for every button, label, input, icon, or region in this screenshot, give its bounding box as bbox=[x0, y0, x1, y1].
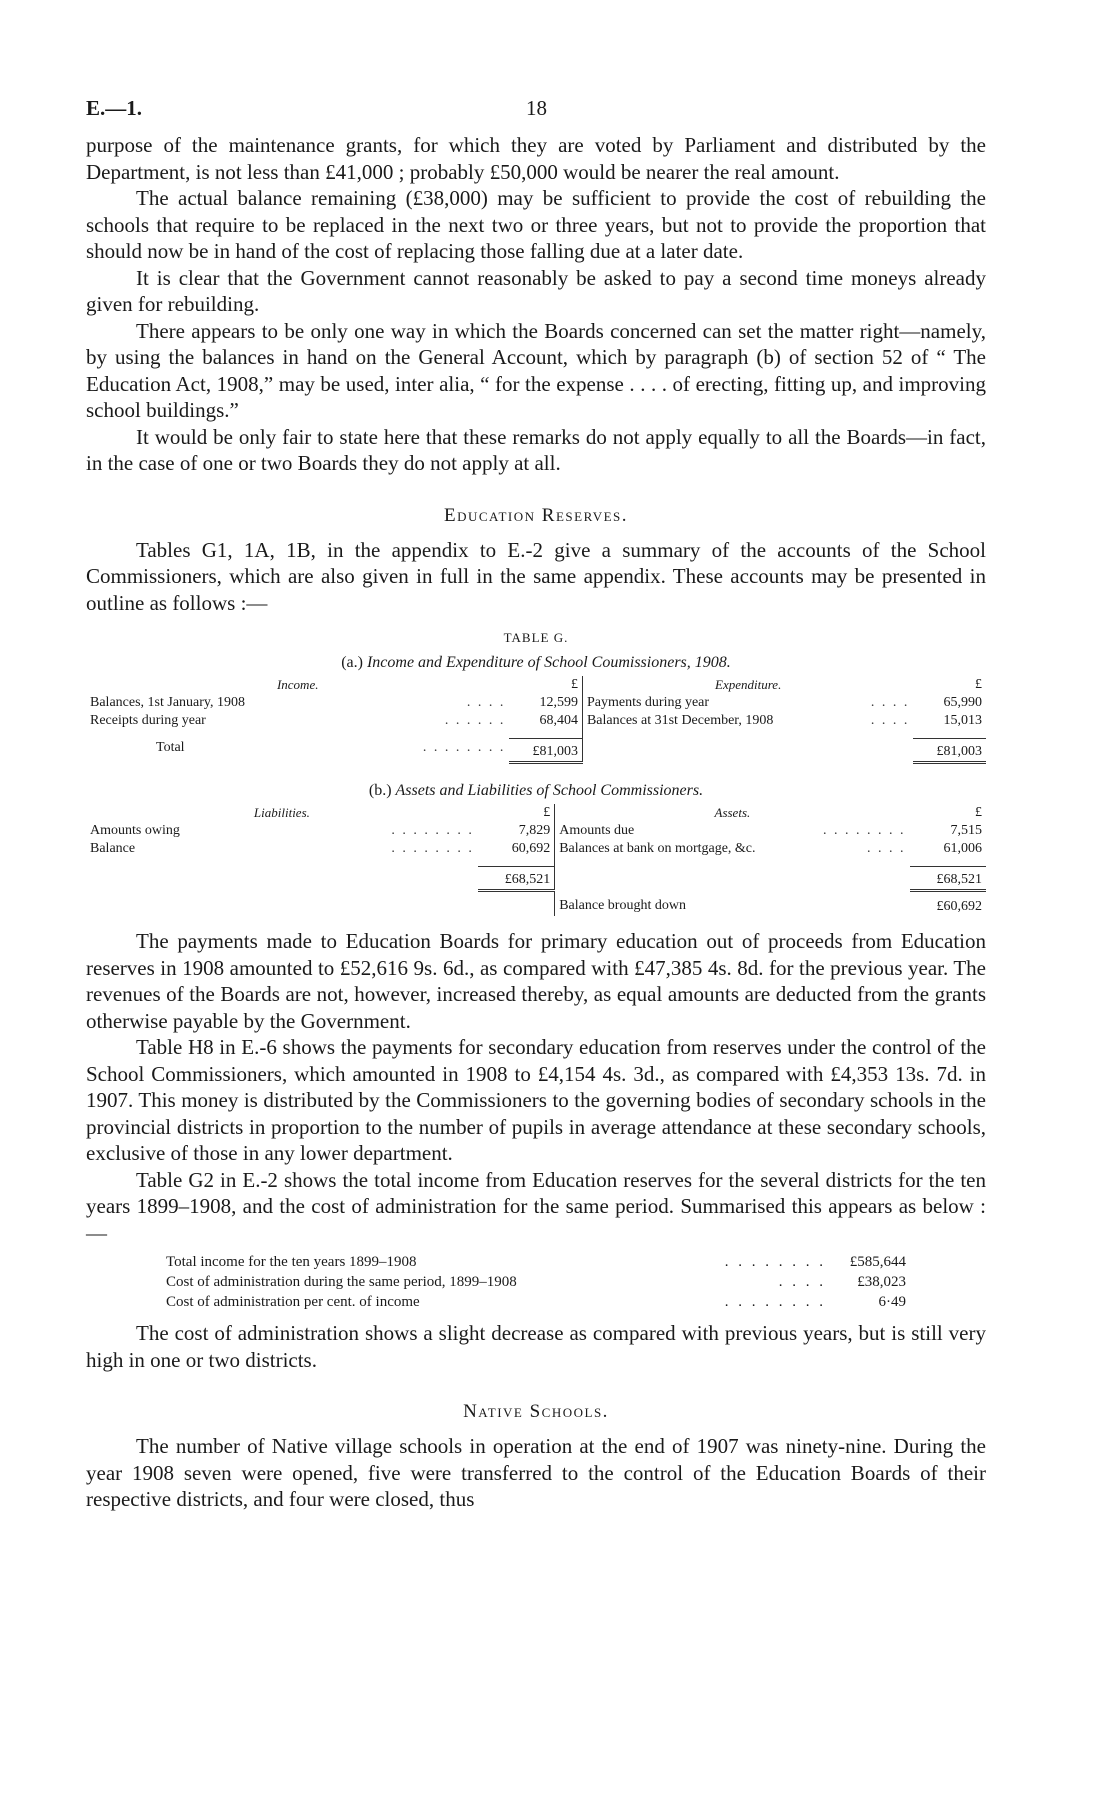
table-row bbox=[86, 891, 986, 917]
table-a-right-label-0: Payments during year bbox=[586, 695, 710, 710]
table-b-right-amount-1: 61,006 bbox=[943, 841, 982, 856]
table-b-right-head: Assets. bbox=[714, 805, 751, 820]
leader-dots: . . . . bbox=[870, 713, 910, 728]
table-a-title-text: Income and Expenditure of School Coumissioners, 1908. bbox=[366, 654, 731, 671]
leader-dots: . . . . . . . . bbox=[724, 1254, 826, 1270]
table-b-right-total: £68,521 bbox=[910, 867, 986, 891]
table-row bbox=[86, 739, 986, 763]
report-code: E.—1. bbox=[86, 96, 143, 120]
table-a-left-amount-0: 12,599 bbox=[509, 694, 582, 712]
table-a-right-label-1: Balances at 31st December, 1908 bbox=[586, 713, 774, 728]
table-b-left-label-0: Amounts owing bbox=[90, 823, 180, 838]
page-header bbox=[86, 96, 986, 132]
leader-dots: . . . . bbox=[867, 841, 906, 856]
table-a-prefix: (a.) bbox=[341, 654, 363, 671]
table-b-title bbox=[86, 782, 986, 800]
leader-dots: . . . . bbox=[466, 695, 506, 710]
leader-dots: . . . . bbox=[870, 695, 910, 710]
table-a-right-currency: £ bbox=[975, 677, 982, 692]
table-a-left-amount-1: 68,404 bbox=[509, 712, 582, 730]
table-b-left-amount-0: 7,829 bbox=[478, 822, 555, 840]
leader-dots: . . . . . . . . bbox=[422, 739, 506, 755]
leader-dots: . . . . . . . . bbox=[391, 841, 474, 856]
paragraph-balance: The actual balance remaining (£38,000) may be sufficient to provide the cost of rebuilding the schools that require to be replaced in the next two or three years, but not to provide the proportion that should now be in hand of the cost of replacing those falling due at a later date. bbox=[86, 186, 986, 263]
summary-label-2: Cost of administration per cent. of income bbox=[166, 1294, 420, 1310]
table-a-title bbox=[86, 654, 986, 672]
table-a-left-label-0: Balances, 1st January, 1908 bbox=[90, 695, 245, 710]
leader-dots: . . . . . . . . bbox=[823, 823, 906, 838]
table-a-right-amount-1: 15,013 bbox=[943, 713, 982, 728]
table-a-left-total: £81,003 bbox=[509, 739, 582, 763]
table-b-brought-down-label: Balance brought down bbox=[559, 897, 686, 913]
table-a-right-total: £81,003 bbox=[913, 739, 986, 763]
table-b-right-amount-0: 7,515 bbox=[950, 823, 982, 838]
document-page bbox=[86, 96, 986, 1513]
leader-dots: . . . . . . . . bbox=[724, 1294, 826, 1310]
paragraph-native-schools: The number of Native village schools in operation at the end of 1907 was ninety-nine. During the year 1908 seven were opened, five were transferred to the control of the Education Boards of their respective districts, and four were closed, thus bbox=[86, 1434, 986, 1511]
section-heading-education-reserves: Education Reserves. bbox=[443, 504, 629, 526]
table-a-left-label-1: Receipts during year bbox=[90, 713, 206, 728]
paragraph-primary-payments: The payments made to Education Boards for primary education out of proceeds from Education reserves in 1908 amounted to £52,616 9s. 6d., as compared with £47,385 4s. 8d. for the previous year. The revenues of the Boards are not, however, increased thereby, as equal amounts are deducted from the grants otherwise payable by the Government. bbox=[86, 929, 986, 1033]
paragraph-secondary-payments: Table H8 in E.-6 shows the payments for secondary education from reserves under the control of the School Commissioners, which amounted in 1908 to £4,154 4s. 3d., as compared with £4,353 13s. 7d. in 1907. This money is distributed by the Commissioners to the governing bodies of secondary schools in the provincial districts in proportion to the number of pupils in average attendance at these secondary schools, exclusive of those in any lower department. bbox=[86, 1035, 986, 1165]
section-heading-native-schools: Native Schools. bbox=[463, 1401, 609, 1422]
summary-value-0: £585,644 bbox=[849, 1254, 906, 1270]
table-b-right-currency: £ bbox=[975, 805, 982, 820]
summary-label-1: Cost of administration during the same period, 1899–1908 bbox=[166, 1274, 517, 1290]
table-row bbox=[166, 1252, 906, 1272]
summary-value-2: 6·49 bbox=[878, 1294, 906, 1310]
table-caption: TABLE G. bbox=[503, 630, 569, 645]
table-b-title-text: Assets and Liabilities of School Commissioners. bbox=[395, 782, 704, 799]
leader-dots: . . . . . . . . bbox=[391, 823, 474, 838]
table-row bbox=[86, 712, 986, 730]
summary-label-0: Total income for the ten years 1899–1908 bbox=[166, 1254, 417, 1270]
table-row bbox=[86, 694, 986, 712]
table-b-left-label-1: Balance bbox=[90, 841, 136, 856]
table-b-prefix: (b.) bbox=[368, 782, 392, 799]
table-b-right-label-0: Amounts due bbox=[559, 823, 635, 838]
table-a-left-currency: £ bbox=[509, 676, 582, 694]
table-b-right-label-1: Balances at bank on mortgage, &c. bbox=[559, 841, 756, 856]
page-number: 18 bbox=[526, 96, 547, 120]
summary-table bbox=[166, 1252, 906, 1312]
table-b-left-amount-1: 60,692 bbox=[478, 840, 555, 858]
paragraph-cost-decrease: The cost of administration shows a slight decrease as compared with previous years, but is still very high in one or two districts. bbox=[86, 1321, 986, 1372]
table-a-left-head: Income. bbox=[276, 677, 319, 692]
paragraph-government: It is clear that the Government cannot reasonably be asked to pay a second time moneys already given for rebuilding. bbox=[86, 265, 986, 316]
leader-dots: . . . . bbox=[778, 1274, 826, 1290]
table-row bbox=[86, 822, 986, 840]
table-a-right-amount-0: 65,990 bbox=[943, 695, 982, 710]
table-a-total-label: Total bbox=[156, 739, 185, 755]
paragraph-education-intro: Tables G1, 1A, 1B, in the appendix to E.-2 give a summary of the accounts of the School Commissioners, which are also given in full in the same appendix. These accounts may be presented in outline as follows :— bbox=[86, 537, 986, 615]
table-b-left-head: Liabilities. bbox=[253, 805, 310, 820]
table-row bbox=[166, 1292, 906, 1312]
paragraph-continued: purpose of the maintenance grants, for which they are voted by Parliament and distributed by the Department, is not less than £41,000 ; probably £50,000 would be nearer the real amount. bbox=[86, 133, 986, 184]
table-b-left-total: £68,521 bbox=[478, 867, 555, 891]
table-b-brought-down-amount: £60,692 bbox=[936, 899, 982, 914]
table-a-income-expenditure bbox=[86, 676, 986, 764]
table-b-left-currency: £ bbox=[478, 804, 555, 822]
paragraph-remedy: There appears to be only one way in which the Boards concerned can set the matter right—namely, by using the balances in hand on the General Account, which by paragraph (b) of section 52 of “ The Education Act, 1908,” may be used, inter alia, “ for the expense . . . . of erecting, fitting up, and improving school buildings.” bbox=[86, 318, 986, 422]
paragraph-fairness: It would be only fair to state here that these remarks do not apply equally to all the Boards—in fact, in the case of one or two Boards they do not apply at all. bbox=[86, 424, 986, 475]
leader-dots: . . . . . . bbox=[444, 713, 506, 728]
table-a-right-head: Expenditure. bbox=[715, 677, 782, 692]
table-row bbox=[86, 840, 986, 858]
table-b-assets-liabilities bbox=[86, 804, 986, 916]
table-row bbox=[166, 1272, 906, 1292]
table-row bbox=[86, 867, 986, 891]
paragraph-ten-year-income: Table G2 in E.-2 shows the total income from Education reserves for the several districts for the ten years 1899–1908, and the cost of administration for the same period. Summarised this appears as below :— bbox=[86, 1167, 986, 1245]
summary-value-1: £38,023 bbox=[857, 1274, 906, 1290]
